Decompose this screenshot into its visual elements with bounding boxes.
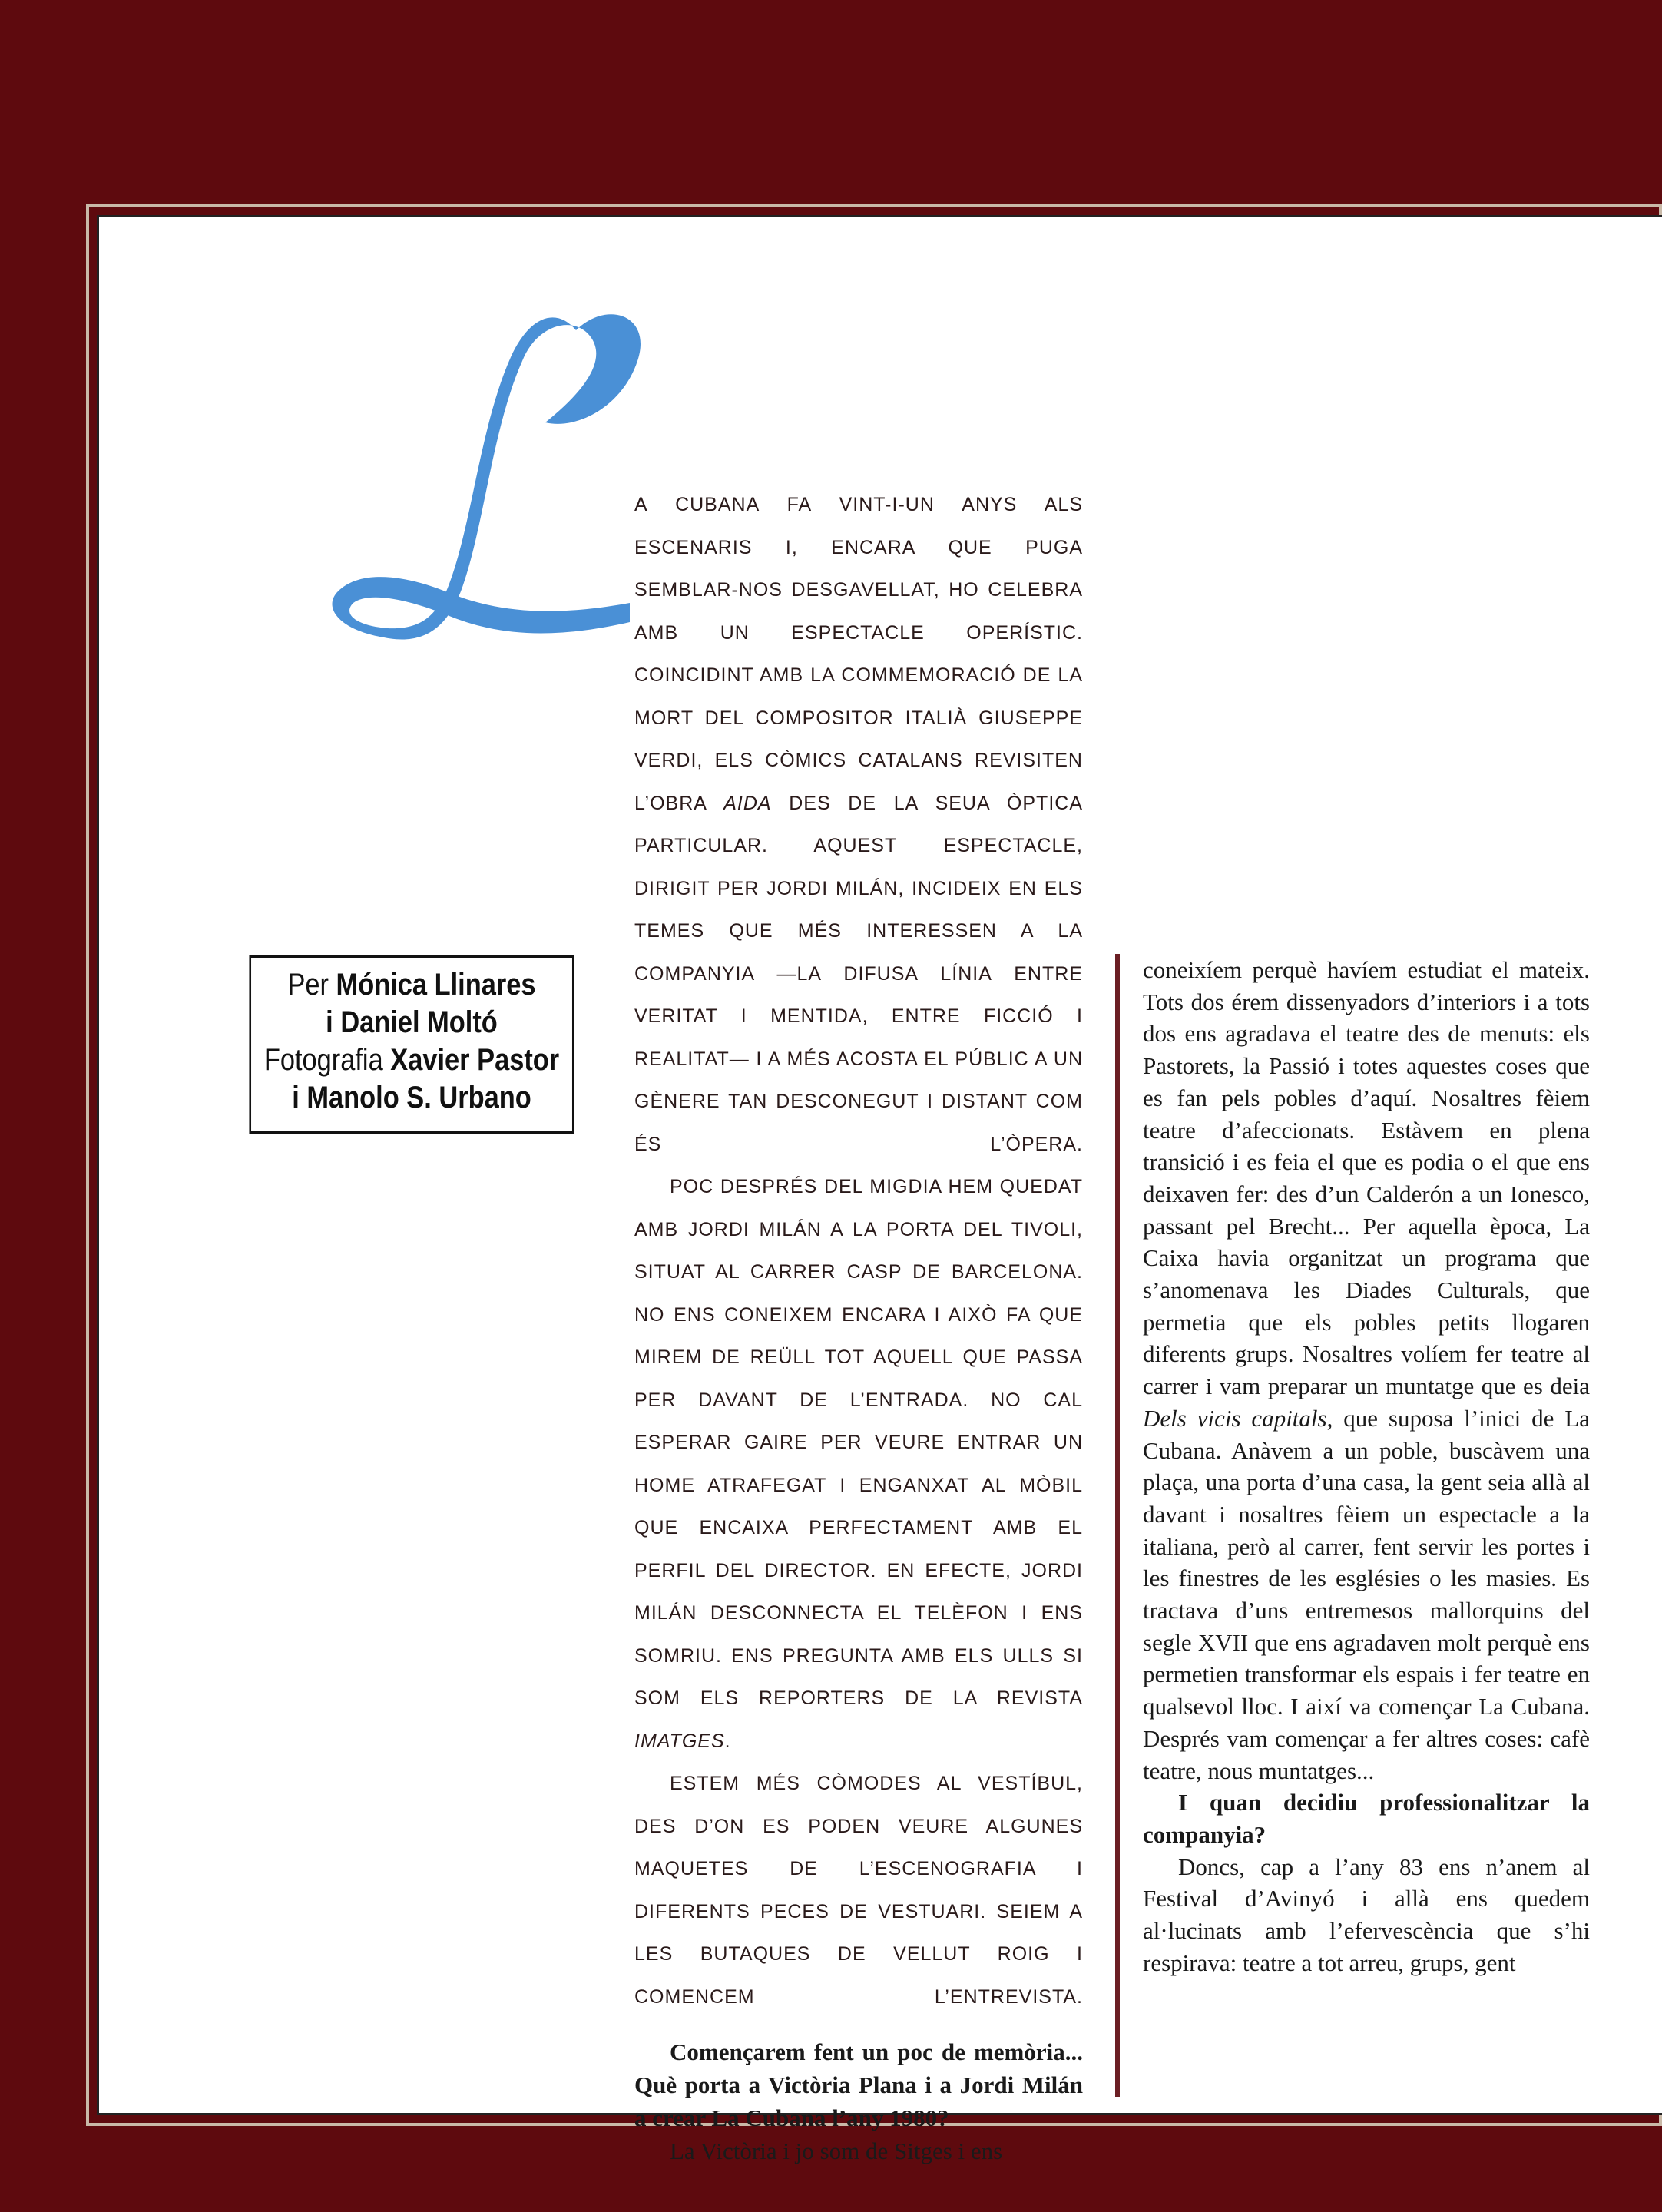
lead-paragraph-3: ESTEM MÉS CÒMODES AL VESTÍBUL, DES D’ON ES PODEN VEURE ALGUNES MAQUETES DE L’ESCENOGRAFIA I DIFERENTS PECES DE VESTUARI. SEIEM A LES BUTAQUES DE VELLUT ROIG I COMENCEM L’ENTREVISTA. — [634, 1773, 1083, 2008]
answer-2: Doncs, cap a l’any 83 ens n’anem al Festival d’Avinyó i allà ens quedem al·lucinats amb l’efervescència que s’hi respirava: teatre a tot arreu, grups, gent — [1143, 1853, 1590, 1976]
question-1: Començarem fent un poc de memòria... Què porta a Victòria Plana i a Jordi Milán a crear La Cubana l’any 1980? — [634, 2038, 1083, 2131]
lead-column — [634, 484, 1083, 2167]
lead-paragraph-1: A CUBANA FA VINT-I-UN ANYS ALS ESCENARIS I, ENCARA QUE PUGA SEMBLAR-NOS DESGAVELLAT, HO CELEBRA AMB UN ESPECTACLE OPERÍSTIC. COINCIDINT AMB LA COMMEMORACIÓ DE LA MORT DEL COMPOSITOR ITALIÀ GIUSEPPE VERDI, ELS CÒMICS CATALANS REVISITEN L’OBRA AIDA DES DE LA SEUA ÒPTICA PARTICULAR. AQUEST ESPECTACLE, DIRIGIT PER JORDI MILÁN, INCIDEIX EN ELS TEMES QUE MÉS INTERESSEN A LA COMPANYIA —LA DIFUSA LÍNIA ENTRE VERITAT I MENTIDA, ENTRE FICCIÓ I REALITAT— I A MÉS ACOSTA EL PÚBLIC A UN GÈNERE TAN DESCONEGUT I DISTANT COM ÉS L’ÒPERA. — [634, 494, 1083, 1155]
question-2: I quan decidiu professionalitzar la companyia? — [1143, 1789, 1590, 1848]
lead-paragraph-2: POC DESPRÉS DEL MIGDIA HEM QUEDAT AMB JORDI MILÁN A LA PORTA DEL TIVOLI, SITUAT AL CARRER CASP DE BARCELONA. NO ENS CONEIXEM ENCARA I AIXÒ FA QUE MIREM DE REÜLL TOT AQUELL QUE PASSA PER DAVANT DE L’ENTRADA. NO CAL ESPERAR GAIRE PER VEURE ENTRAR UN HOME ATRAFEGAT I ENGANXAT AL MÒBIL QUE ENCAIXA PERFECTAMENT AMB EL PERFIL DEL DIRECTOR. EN EFECTE, JORDI MILÁN DESCONNECTA EL TELÈFON I ENS SOMRIU. ENS PREGUNTA AMB ELS ULLS SI SOM ELS REPORTERS DE LA REVISTA IMATGES. — [634, 1176, 1083, 1752]
drop-cap-l — [292, 300, 645, 684]
answer-1-start: La Victòria i jo som de Sitges i ens — [670, 2137, 1003, 2164]
column-rule — [1115, 954, 1120, 2097]
answer-1-continued: coneixíem perquè havíem estudiat el mateix. Tots dos érem dissenyadors d’interiors i a tots dos ens agradava el teatre des de menuts: els Pastorets, la Passió i totes aquestes coses que es fan pels pobles d’aquí. Nosaltres fèiem teatre d’afeccionats. Estàvem en plena transició i es feia el que es podia o el que ens deixaven fer: des d’un Calderón a un Ionesco, passant pel Brecht... Per aquella època, La Caixa havia organitzat un programa que s’anomenava les Diades Culturals, que permetia que els pobles petits llogaren diferents grups. Nosaltres volíem fer teatre al carrer i vam preparar un muntatge que es deia Dels vicis capitals, que suposa l’inici de La Cubana. Anàvem a un poble, buscàvem una plaça, una porta d’una casa, la gent seia allà al davant i nosaltres fèiem un espectacle a la italiana, però al carrer, fent servir les portes i les finestres de les esglésies o les masies. Es tractava d’uns entremesos mallorquins del segle XVII que ens agradaven molt perquè ens permetien transformar els espais i fer teatre en qualsevol lloc. I així va començar La Cubana. Després vam començar a fer altres coses: cafè teatre, nous muntatges... — [1143, 956, 1591, 1784]
right-column — [1143, 954, 1590, 1979]
byline-box: Per Mónica Llinares i Daniel Moltó Fotografia Xavier Pastor i Manolo S. Urbano — [249, 955, 574, 1134]
